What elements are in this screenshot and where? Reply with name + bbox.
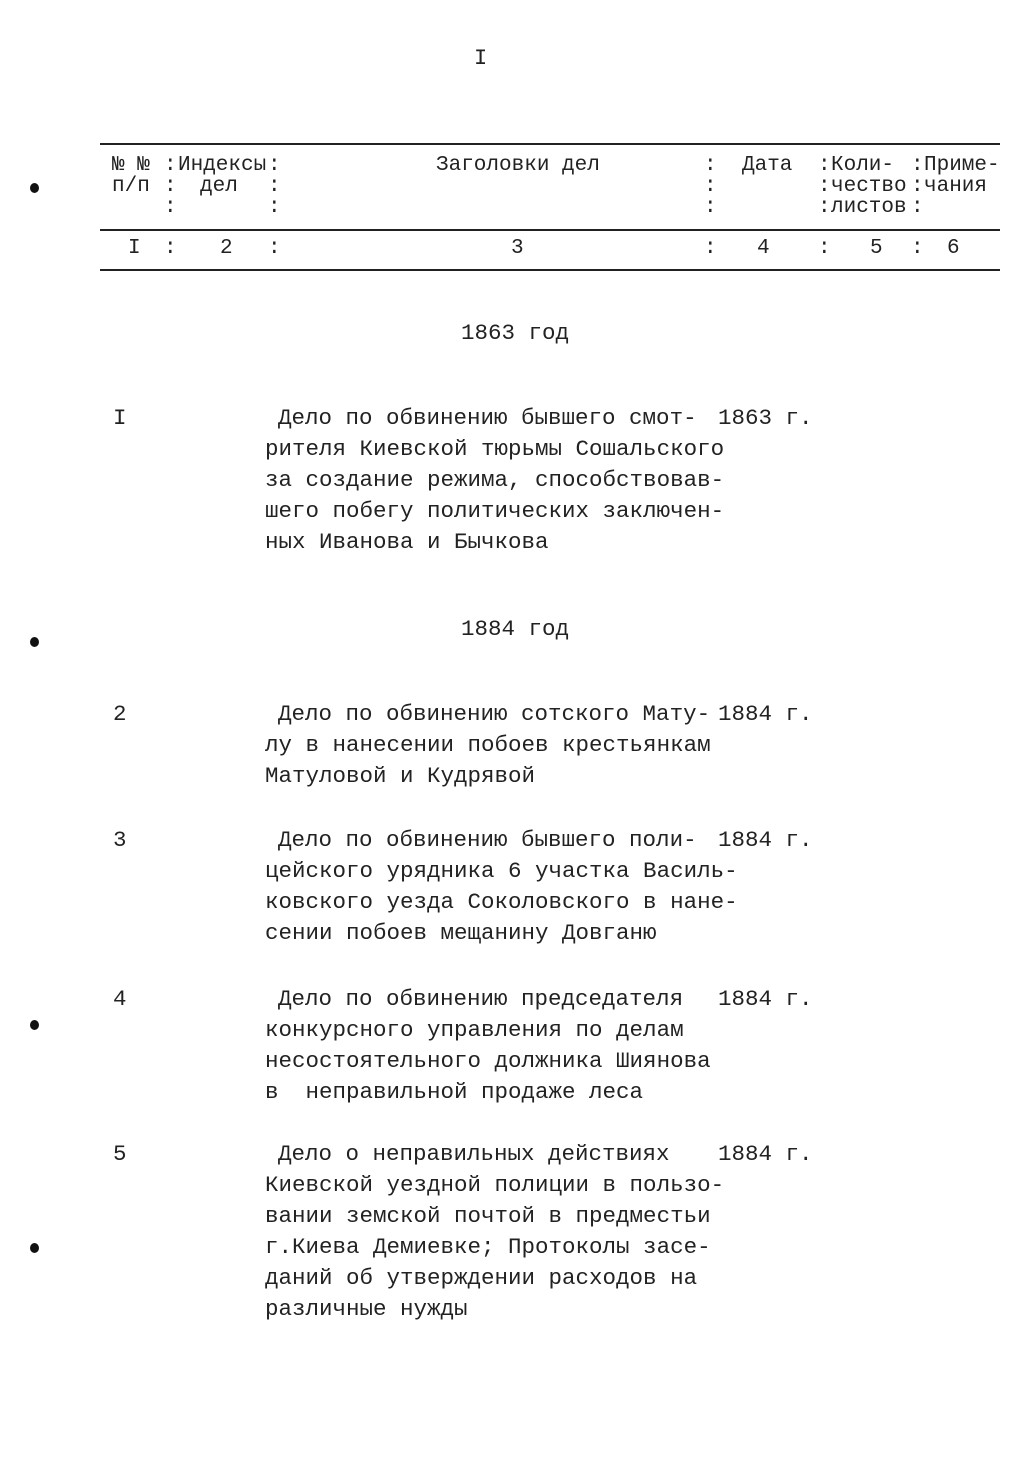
header-col1-line1: № № <box>112 154 150 177</box>
entry-number: 2 <box>113 701 127 727</box>
entry-title-line: несостоятельного должника Шиянова <box>265 1048 711 1074</box>
header-col6-line1: Приме- <box>924 154 1000 177</box>
header-sep: : : : <box>911 154 924 219</box>
header-sep: : : : <box>268 154 281 219</box>
colnum-1: I <box>128 237 141 260</box>
entry-title-line: Дело о неправильных действиях <box>278 1141 670 1167</box>
colnum-2: 2 <box>220 237 233 260</box>
entry-title <box>265 403 724 558</box>
entry-number: 3 <box>113 827 127 853</box>
entry-title-line: различные нужды <box>265 1296 468 1322</box>
punch-hole <box>30 637 39 647</box>
header-sep: : : : <box>164 154 177 219</box>
entry-title-line: вании земской почтой в предместьи <box>265 1203 711 1229</box>
colnum-sep: : <box>268 237 281 260</box>
colnum-sep: : <box>818 237 831 260</box>
entry-title <box>265 825 738 949</box>
entry-title-line: Дело по обвинению сотского Мату- <box>278 701 711 727</box>
entry-title-line: сении побоев мещанину Довганю <box>265 920 657 946</box>
header-col1-line2: п/п <box>112 175 150 198</box>
colnum-6: 6 <box>947 237 960 260</box>
entry-number: 5 <box>113 1141 127 1167</box>
entry-title-line: за создание режима, способствовав- <box>265 467 725 493</box>
colnum-sep: : <box>911 237 924 260</box>
entry-title-line: Киевской уездной полиции в пользо- <box>265 1172 725 1198</box>
entry-date: 1863 г. <box>718 405 813 431</box>
entry-title-line: цейского урядника 6 участка Василь- <box>265 858 738 884</box>
entry-title-line: ных Иванова и Бычкова <box>265 529 549 555</box>
entry-number: 4 <box>113 986 127 1012</box>
entry-title-line: ковского уезда Соколовского в нане- <box>265 889 738 915</box>
entry-title-line: Дело по обвинению бывшего поли- <box>278 827 697 853</box>
entry-date: 1884 г. <box>718 701 813 727</box>
rule-mid <box>100 229 1000 231</box>
punch-hole <box>30 1020 39 1030</box>
entry-title-line: даний об утверждении расходов на <box>265 1265 698 1291</box>
entry-title <box>265 1139 724 1325</box>
rule-bottom <box>100 269 1000 271</box>
colnum-5: 5 <box>870 237 883 260</box>
entry-title <box>265 984 711 1108</box>
year-heading: 1863 год <box>461 320 570 346</box>
entry-title-line: г.Киева Демиевке; Протоколы засе- <box>265 1234 711 1260</box>
header-col5-line2: чество <box>831 175 907 198</box>
header-col5-line1: Коли- <box>831 154 895 177</box>
colnum-3: 3 <box>511 237 524 260</box>
page-number: I <box>474 46 488 71</box>
header-sep: : : : <box>818 154 831 219</box>
header-col2-line1: Индексы <box>178 154 267 177</box>
entry-title-line: Матуловой и Кудрявой <box>265 763 536 789</box>
punch-hole <box>30 183 39 193</box>
header-col5-line3: листов <box>831 196 907 219</box>
rule-top <box>100 143 1000 145</box>
colnum-sep: : <box>164 237 177 260</box>
colnum-sep: : <box>704 237 717 260</box>
header-col6-line2: чания <box>924 175 988 198</box>
header-col2-line2: дел <box>200 175 238 198</box>
entry-title-line: Дело по обвинению бывшего смот- <box>278 405 697 431</box>
entry-title-line: Дело по обвинению председателя <box>278 986 684 1012</box>
header-sep: : : : <box>704 154 717 219</box>
punch-hole <box>30 1243 39 1253</box>
header-col3: Заголовки дел <box>436 154 600 177</box>
entry-title-line: в неправильной продаже леса <box>265 1079 644 1105</box>
entry-date: 1884 г. <box>718 827 813 853</box>
entry-number: I <box>113 405 127 431</box>
entry-title-line: конкурсного управления по делам <box>265 1017 684 1043</box>
entry-title-line: лу в нанесении побоев крестьянкам <box>265 732 711 758</box>
entry-title-line: шего побегу политических заключен- <box>265 498 725 524</box>
header-col4: Дата <box>742 154 793 177</box>
year-heading: 1884 год <box>461 616 570 642</box>
entry-date: 1884 г. <box>718 986 813 1012</box>
entry-title-line: рителя Киевской тюрьмы Сошальского <box>265 436 725 462</box>
colnum-4: 4 <box>757 237 770 260</box>
entry-date: 1884 г. <box>718 1141 813 1167</box>
entry-title <box>265 699 711 792</box>
